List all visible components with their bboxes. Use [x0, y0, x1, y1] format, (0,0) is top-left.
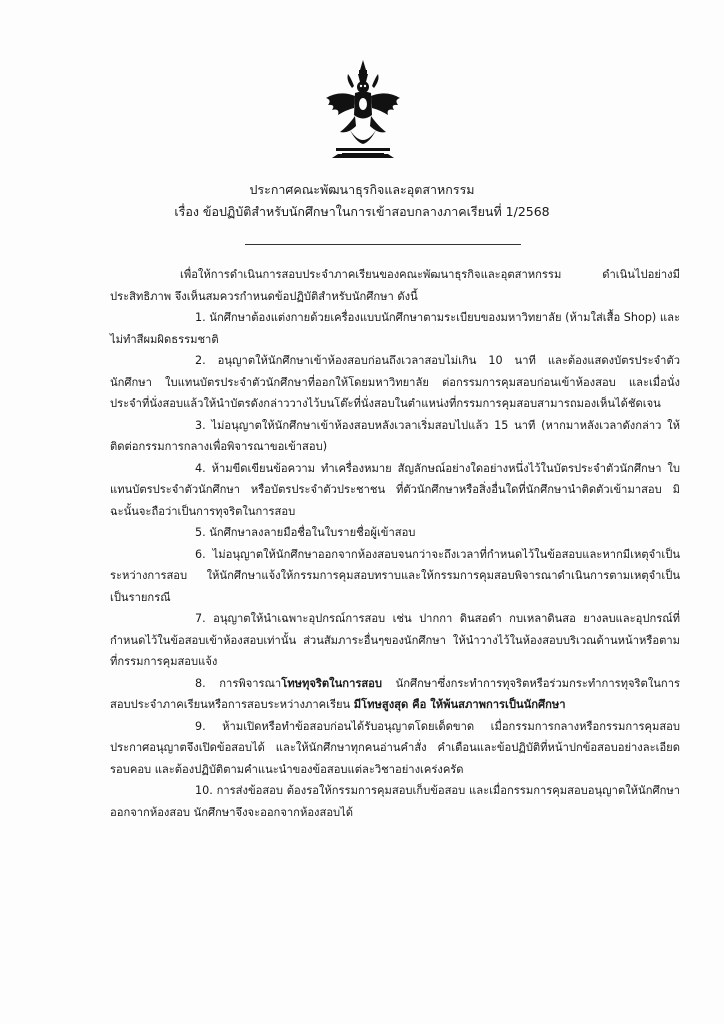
rule-item: 6. ไม่อนุญาตให้นักศึกษาออกจากห้องสอบจนกว่าจะถึงเวลาที่กำหนดไว้ในข้อสอบและหากมีเหตุจำเป็นระหว่างการสอบ ให้นักศึกษาแจ้งให้กรรมการคุมสอบทราบและให้กรรมการคุมสอบพิจารณาดำเนินการตามเหตุจำเป็นเป็นรายกรณี — [110, 547, 680, 604]
divider — [245, 244, 521, 245]
rule8-bold-heading: โทษทุจริตในการสอบ — [281, 676, 383, 690]
rule-item-8 — [110, 673, 680, 716]
rule-item: 5. นักศึกษาลงลายมือชื่อในใบรายชื่อผู้เข้าสอบ — [195, 526, 416, 539]
announcement-subject: เรื่อง ข้อปฏิบัติสำหรับนักศึกษาในการเข้าสอบกลางภาคเรียนที่ 1/2568 — [174, 204, 550, 219]
announcement-body — [110, 264, 680, 823]
rule-item: 4. ห้ามขีดเขียนข้อความ ทำเครื่องหมาย สัญลักษณ์อย่างใดอย่างหนึ่งไว้ในบัตรประจำตัวนักศึกษา ใบแทนบัตรประจำตัวนักศึกษา หรือบัตรประจำตัวประชาชน ที่ตัวนักศึกษาหรือสิ่งอื่นใดที่นักศึกษานำติดตัวเข้ามาสอบ มิฉะนั้นจะถือว่าเป็นการทุจริตในการสอบ — [110, 461, 680, 518]
rule-item: 9. ห้ามเปิดหรือทำข้อสอบก่อนได้รับอนุญาตโดยเด็ดขาด เมื่อกรรมการกลางหรือกรรมการคุมสอบประกาศอนุญาตจึงเปิดข้อสอบได้ และให้นักศึกษาทุกคนอ่านคำสั่ง คำเตือนและข้อปฏิบัติที่หน้าปกข้อสอบอย่างละเอียดรอบคอบ และต้องปฏิบัติตามคำแนะนำของข้อสอบแต่ละวิชาอย่างเคร่งครัด — [110, 719, 680, 776]
rule-item: 2. อนุญาตให้นักศึกษาเข้าห้องสอบก่อนถึงเวลาสอบไม่เกิน 10 นาที และต้องแสดงบัตรประจำตัวนักศึกษา ใบแทนบัตรประจำตัวนักศึกษาที่ออกให้โดยมหาวิทยาลัย ต่อกรรมการคุมสอบก่อนเข้าห้องสอบ และเมื่อนั่งประจำที่นั่งสอบแล้วให้นำบัตรดังกล่าววางไว้บนโต๊ะที่นั่งสอบในตำแหน่งที่กรรมการคุมสอบสามารถมองเห็นได้ชัดเจน — [110, 354, 680, 410]
garuda-emblem-icon — [322, 60, 404, 160]
rule8-text: นักศึกษาซึ่งกระทำการทุจริตหรือร่วมกระทำการทุจริตในการสอบประจำภาคเรียนหรือการสอบระหว่างภาคเรียน — [110, 676, 680, 711]
rule8-prefix: 8. การพิจารณา — [195, 676, 282, 690]
rule-item: 1. นักศึกษาต้องแต่งกายด้วยเครื่องแบบนักศึกษาตามระเบียบของมหาวิทยาลัย (ห้ามใส่เสื้อ Shop) และไม่ทำสีผมผิดธรรมชาติ — [110, 311, 680, 346]
announcement-title: ประกาศคณะพัฒนาธุรกิจและอุตสาหกรรม — [249, 182, 475, 197]
rule-item: 3. ไม่อนุญาตให้นักศึกษาเข้าห้องสอบหลังเวลาเริ่มสอบไปแล้ว 15 นาที (หากมาหลังเวลาดังกล่าว ให้ติดต่อกรรมการกลางเพื่อพิจารณาขอเข้าสอบ) — [110, 418, 680, 453]
rule8-bold-penalty: มีโทษสูงสุด คือ ให้พ้นสภาพการเป็นนักศึกษา — [353, 698, 566, 711]
intro-paragraph: เพื่อให้การดำเนินการสอบประจำภาคเรียนของคณะพัฒนาธุรกิจและอุตสาหกรรม ดำเนินไปอย่างมีประสิทธิภาพ จึงเห็นสมควรกำหนดข้อปฏิบัติสำหรับนักศึกษา ดังนี้ — [110, 268, 680, 303]
rule-item: 10. การส่งข้อสอบ ต้องรอให้กรรมการคุมสอบเก็บข้อสอบ และเมื่อกรรมการคุมสอบอนุญาตให้นักศึกษาออกจากห้องสอบ นักศึกษาจึงจะออกจากห้องสอบได้ — [110, 784, 680, 819]
rule-item: 7. อนุญาตให้นำเฉพาะอุปกรณ์การสอบ เช่น ปากกา ดินสอดำ กบเหลาดินสอ ยางลบและอุปกรณ์ที่กำหนดไว้ในข้อสอบเข้าห้องสอบเท่านั้น ส่วนสัมภาระอื่นๆของนักศึกษา ให้นำวางไว้ในห้องสอบบริเวณด้านหน้าหรือตามที่กรรมการคุมสอบแจ้ง — [110, 612, 680, 668]
